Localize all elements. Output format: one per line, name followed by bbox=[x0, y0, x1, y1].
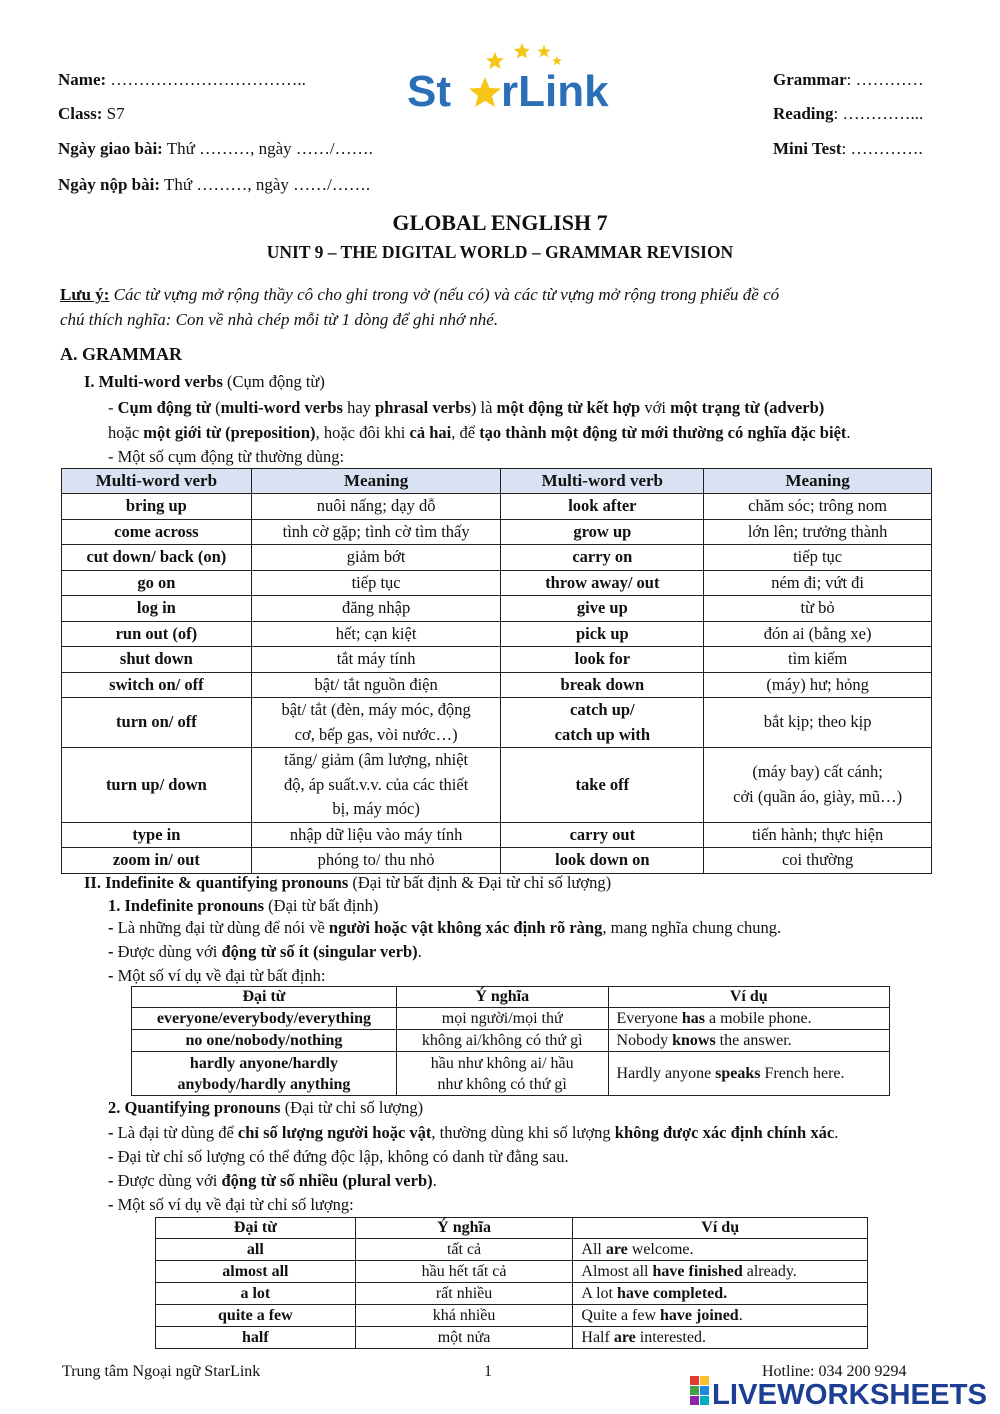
example-cell: Everyone has a mobile phone. bbox=[608, 1008, 889, 1030]
verb-cell: pick up bbox=[501, 621, 704, 647]
table-header-cell: Đại từ bbox=[132, 987, 397, 1008]
meaning-cell: nhập dữ liệu vào máy tính bbox=[251, 822, 501, 848]
table-header-cell: Ý nghĩa bbox=[396, 987, 608, 1008]
example-cell: All are welcome. bbox=[573, 1239, 868, 1261]
pronoun-cell: half bbox=[156, 1327, 356, 1349]
verb-cell: turn on/ off bbox=[62, 698, 252, 748]
liveworksheets-logo-icon bbox=[690, 1376, 709, 1405]
verb-cell: give up bbox=[501, 596, 704, 622]
table-header-cell: Ý nghĩa bbox=[355, 1218, 573, 1239]
table-row bbox=[132, 1008, 890, 1030]
starlink-logo bbox=[405, 40, 640, 112]
pronoun-cell: no one/nobody/nothing bbox=[132, 1030, 397, 1052]
table-row bbox=[132, 1052, 890, 1096]
name-field: Name: …………………………….. bbox=[58, 70, 306, 89]
table-header-cell: Đại từ bbox=[156, 1218, 356, 1239]
grammar-score-field: Grammar: ………… bbox=[773, 70, 924, 89]
note: Lưu ý: Các từ vựng mở rộng thầy cô cho ghi trong vở (nếu có) và các từ vựng mở rộng trong phiếu đề có chú thích nghĩa: Con về nhà chép mỗi từ 1 dòng để ghi nhớ nhé. bbox=[60, 285, 780, 329]
page-number: 1 bbox=[484, 1363, 492, 1380]
section-1-definition: - Cụm động từ (multi-word verbs hay phrasal verbs) là một động từ kết hợp với một trạng từ (adverb) hoặc một giới từ (preposition), hoặc đôi khi cả hai, để tạo thành một động từ mới thường có nghĩa đặc biệt. - Một số cụm động từ thường dùng: bbox=[108, 398, 851, 466]
page-subtitle: UNIT 9 – THE DIGITAL WORLD – GRAMMAR REVISION bbox=[266, 242, 734, 262]
indefinite-title: 1. Indefinite pronouns (Đại từ bất định) bbox=[108, 896, 379, 915]
minitest-score-field: Mini Test: …………. bbox=[773, 139, 923, 158]
section-1-title: I. Multi-word verbs (Cụm động từ) bbox=[84, 372, 325, 391]
meaning-cell: hầu như không ai/ hầu như không có thứ gì bbox=[396, 1052, 608, 1096]
meaning-cell: hầu hết tất cả bbox=[355, 1261, 573, 1283]
example-cell: Quite a few have joined. bbox=[573, 1305, 868, 1327]
table-row bbox=[62, 672, 932, 698]
table-row bbox=[62, 519, 932, 545]
meaning-cell: tiếp tục bbox=[704, 545, 932, 571]
watermark-text: LIVEWORKSHEETS bbox=[712, 1379, 987, 1410]
pronoun-cell: quite a few bbox=[156, 1305, 356, 1327]
verb-cell: come across bbox=[62, 519, 252, 545]
meaning-cell: đón ai (bằng xe) bbox=[704, 621, 932, 647]
liveworksheets-watermark bbox=[690, 1374, 990, 1410]
pronoun-cell: everyone/everybody/everything bbox=[132, 1008, 397, 1030]
table-row bbox=[62, 822, 932, 848]
verb-cell: look for bbox=[501, 647, 704, 673]
verb-cell: zoom in/ out bbox=[62, 848, 252, 874]
reading-score-field: Reading: …………... bbox=[773, 104, 924, 123]
meaning-cell: tăng/ giảm (âm lượng, nhiệt độ, áp suất.v.v. của các thiết bị, máy móc) bbox=[251, 748, 501, 823]
meaning-cell: hết; cạn kiệt bbox=[251, 621, 501, 647]
meaning-cell: tìm kiếm bbox=[704, 647, 932, 673]
multi-word-verbs-table bbox=[61, 468, 932, 874]
pronoun-cell: a lot bbox=[156, 1283, 356, 1305]
table-header-row bbox=[156, 1218, 868, 1239]
verb-cell: catch up/ catch up with bbox=[501, 698, 704, 748]
verb-cell: grow up bbox=[501, 519, 704, 545]
meaning-cell: bật/ tắt (đèn, máy móc, động cơ, bếp gas, vòi nước…) bbox=[251, 698, 501, 748]
logo-text-start: St bbox=[407, 67, 451, 112]
indefinite-notes: - Là những đại từ dùng để nói về người hoặc vật không xác định rõ ràng, mang nghĩa chung chung. - Được dùng với động từ số ít (singular verb). - Một số ví dụ về đại từ bất định: bbox=[108, 918, 782, 985]
table-row bbox=[62, 647, 932, 673]
verb-cell: cut down/ back (on) bbox=[62, 545, 252, 571]
meaning-cell: khá nhiều bbox=[355, 1305, 573, 1327]
table-row bbox=[62, 748, 932, 823]
table-header-cell: Meaning bbox=[704, 469, 932, 494]
logo-stars-icon bbox=[486, 43, 562, 69]
indefinite-pronouns-table bbox=[131, 986, 890, 1096]
meaning-cell: giảm bớt bbox=[251, 545, 501, 571]
table-row bbox=[156, 1261, 868, 1283]
table-header-row bbox=[62, 469, 932, 494]
meaning-cell: tiếp tục bbox=[251, 570, 501, 596]
table-row bbox=[156, 1305, 868, 1327]
meaning-cell: bật/ tắt nguồn điện bbox=[251, 672, 501, 698]
quantifying-notes: - Là đại từ dùng để chỉ số lượng người hoặc vật, thường dùng khi số lượng không được xác định chính xác. - Đại từ chỉ số lượng có thể đứng độc lập, không có danh từ đằng sau. - Được dùng với động từ số nhiều (plural verb). - Một số ví dụ về đại từ chỉ số lượng: bbox=[108, 1123, 839, 1214]
table-row bbox=[156, 1327, 868, 1349]
pronoun-cell: hardly anyone/hardly anybody/hardly anything bbox=[132, 1052, 397, 1096]
meaning-cell: một nửa bbox=[355, 1327, 573, 1349]
table-row bbox=[62, 545, 932, 571]
meaning-cell: (máy bay) cất cánh; cởi (quần áo, giày, mũ…) bbox=[704, 748, 932, 823]
page-title: GLOBAL ENGLISH 7 bbox=[392, 210, 608, 235]
verb-cell: look after bbox=[501, 494, 704, 520]
pronoun-cell: all bbox=[156, 1239, 356, 1261]
table-header-cell: Ví dụ bbox=[608, 987, 889, 1008]
verb-cell: switch on/ off bbox=[62, 672, 252, 698]
table-header-row bbox=[132, 987, 890, 1008]
table-header-cell: Meaning bbox=[251, 469, 501, 494]
table-row bbox=[62, 621, 932, 647]
table-row bbox=[62, 848, 932, 874]
verb-cell: run out (of) bbox=[62, 621, 252, 647]
verb-cell: throw away/ out bbox=[501, 570, 704, 596]
footer-hotline: Hotline: 034 200 9294 bbox=[762, 1363, 907, 1380]
meaning-cell: coi thường bbox=[704, 848, 932, 874]
table-row bbox=[62, 698, 932, 748]
verb-cell: go on bbox=[62, 570, 252, 596]
meaning-cell: tiến hành; thực hiện bbox=[704, 822, 932, 848]
meaning-cell: phóng to/ thu nhỏ bbox=[251, 848, 501, 874]
meaning-cell: bắt kịp; theo kịp bbox=[704, 698, 932, 748]
meaning-cell: tắt máy tính bbox=[251, 647, 501, 673]
quantifying-title: 2. Quantifying pronouns (Đại từ chỉ số lượng) bbox=[108, 1098, 424, 1117]
example-cell: Half are interested. bbox=[573, 1327, 868, 1349]
class-field: Class: S7 bbox=[58, 104, 125, 123]
example-cell: Almost all have finished already. bbox=[573, 1261, 868, 1283]
meaning-cell: tất cả bbox=[355, 1239, 573, 1261]
meaning-cell: (máy) hư; hỏng bbox=[704, 672, 932, 698]
meaning-cell: mọi người/mọi thứ bbox=[396, 1008, 608, 1030]
meaning-cell: lớn lên; trưởng thành bbox=[704, 519, 932, 545]
meaning-cell: không ai/không có thứ gì bbox=[396, 1030, 608, 1052]
verb-cell: log in bbox=[62, 596, 252, 622]
footer-center-name: Trung tâm Ngoại ngữ StarLink bbox=[62, 1363, 261, 1380]
assign-date-field: Ngày giao bài: Thứ ………, ngày ……/……. bbox=[58, 139, 373, 158]
logo-inline-star-icon bbox=[469, 77, 501, 107]
meaning-cell: ném đi; vứt đi bbox=[704, 570, 932, 596]
meaning-cell: đăng nhập bbox=[251, 596, 501, 622]
verb-cell: type in bbox=[62, 822, 252, 848]
quantifying-pronouns-table bbox=[155, 1217, 868, 1349]
logo-text-end: rLink bbox=[501, 67, 609, 112]
example-cell: Nobody knows the answer. bbox=[608, 1030, 889, 1052]
example-cell: A lot have completed. bbox=[573, 1283, 868, 1305]
section-a-title: A. GRAMMAR bbox=[60, 344, 182, 364]
table-row bbox=[62, 596, 932, 622]
table-row bbox=[132, 1030, 890, 1052]
section-2-title: II. Indefinite & quantifying pronouns (Đại từ bất định & Đại từ chỉ số lượng) bbox=[84, 873, 612, 892]
verb-cell: carry on bbox=[501, 545, 704, 571]
table-header-cell: Ví dụ bbox=[573, 1218, 868, 1239]
verb-cell: break down bbox=[501, 672, 704, 698]
verb-cell: look down on bbox=[501, 848, 704, 874]
table-row bbox=[62, 570, 932, 596]
table-row bbox=[156, 1239, 868, 1261]
table-row bbox=[156, 1283, 868, 1305]
submit-date-field: Ngày nộp bài: Thứ ………, ngày ……/……. bbox=[58, 175, 371, 194]
meaning-cell: tình cờ gặp; tình cờ tìm thấy bbox=[251, 519, 501, 545]
table-row bbox=[62, 494, 932, 520]
table-header-cell: Multi-word verb bbox=[62, 469, 252, 494]
example-cell: Hardly anyone speaks French here. bbox=[608, 1052, 889, 1096]
table-header-cell: Multi-word verb bbox=[501, 469, 704, 494]
verb-cell: bring up bbox=[62, 494, 252, 520]
verb-cell: take off bbox=[501, 748, 704, 823]
meaning-cell: chăm sóc; trông nom bbox=[704, 494, 932, 520]
meaning-cell: từ bỏ bbox=[704, 596, 932, 622]
meaning-cell: nuôi nấng; dạy dỗ bbox=[251, 494, 501, 520]
pronoun-cell: almost all bbox=[156, 1261, 356, 1283]
meaning-cell: rất nhiều bbox=[355, 1283, 573, 1305]
verb-cell: shut down bbox=[62, 647, 252, 673]
verb-cell: carry out bbox=[501, 822, 704, 848]
verb-cell: turn up/ down bbox=[62, 748, 252, 823]
